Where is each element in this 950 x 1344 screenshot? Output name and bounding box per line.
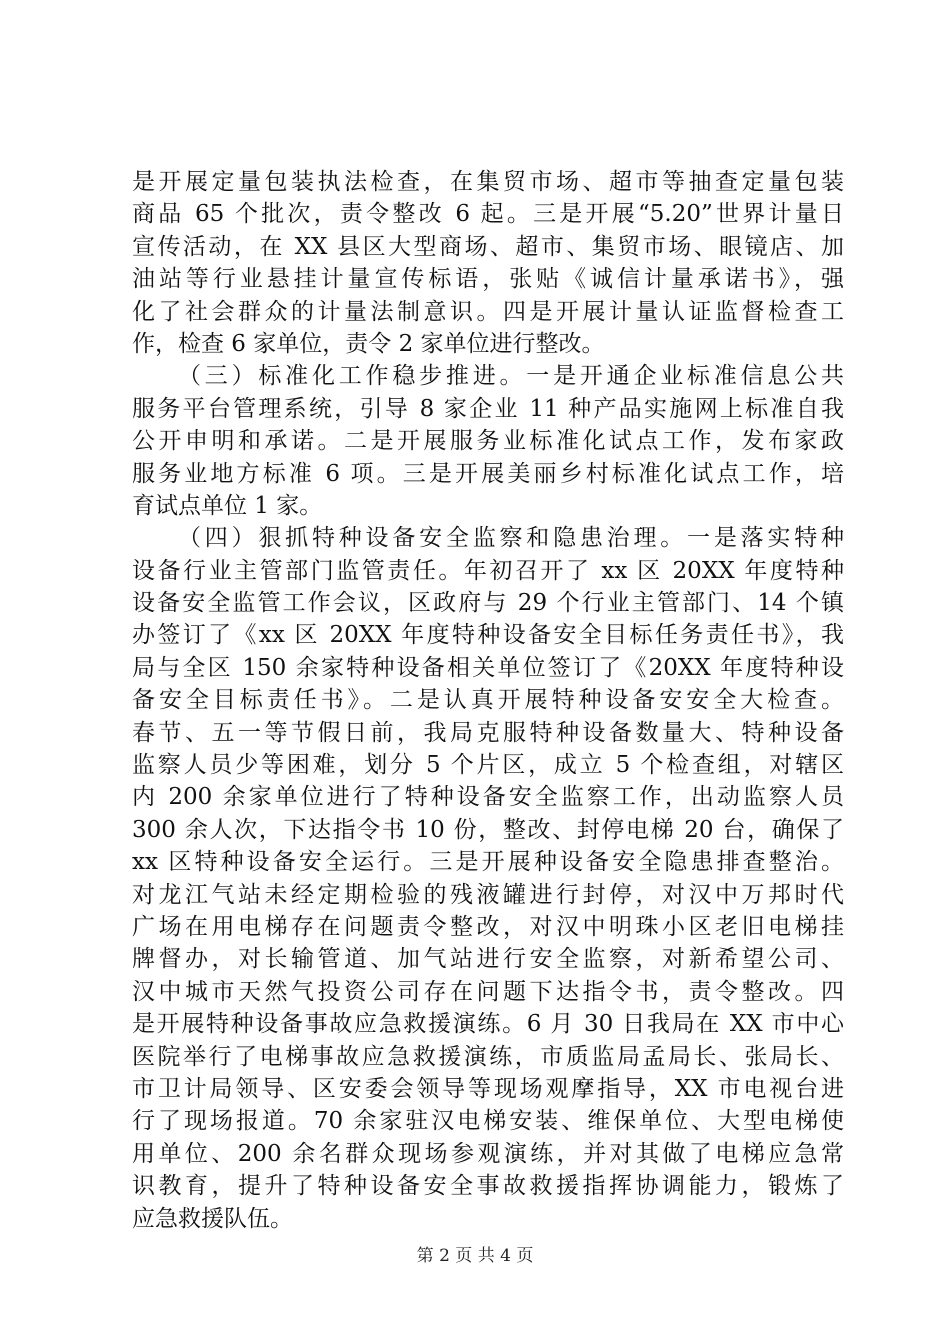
- text-line: 化了社会群众的计量法制意识。四是开展计量认证监督检查工: [132, 298, 844, 325]
- text-line: 办签订了《xx 区 20XX 年度特种设备安全目标任务责任书》，我: [132, 622, 844, 649]
- text-line: 对龙江气站未经定期检验的残液罐进行封停，对汉中万邦时代: [132, 881, 844, 908]
- paragraph: [132, 522, 844, 1235]
- text-line: 牌督办，对长输管道、加气站进行安全监察，对新希望公司、: [132, 946, 844, 973]
- text-line: 广场在用电梯存在问题责令整改，对汉中明珠小区老旧电梯挂: [132, 913, 844, 940]
- document-body: [132, 166, 844, 1235]
- text-line: 服务业地方标准 6 项。三是开展美丽乡村标准化试点工作，培: [132, 460, 844, 487]
- text-line: （四）狠抓特种设备安全监察和隐患治理。一是落实特种: [178, 525, 844, 552]
- text-line: xx 区特种设备安全运行。三是开展种设备安全隐患排查整治。: [132, 849, 844, 876]
- text-line: 行了现场报道。70 余家驻汉电梯安装、维保单位、大型电梯使: [132, 1108, 844, 1135]
- text-line: 应急救援队伍。: [132, 1205, 293, 1232]
- text-line: 备安全目标责任书》。二是认真开展特种设备安安全大检查。: [132, 687, 844, 714]
- paragraph: [132, 166, 844, 360]
- text-line: 300 余人次，下达指令书 10 份，整改、封停电梯 20 台，确保了: [132, 816, 844, 843]
- text-line: 局与全区 150 余家特种设备相关单位签订了《20XX 年度特种设: [132, 654, 844, 681]
- text-line: 育试点单位 1 家。: [132, 492, 323, 519]
- text-line: 识教育，提升了特种设备安全事故救援指挥协调能力，锻炼了: [132, 1173, 844, 1200]
- text-line: 市卫计局领导、区安委会领导等现场观摩指导，XX 市电视台进: [132, 1075, 844, 1102]
- text-line: 内 200 余家单位进行了特种设备安全监察工作，出动监察人员: [132, 784, 844, 811]
- text-line: 汉中城市天然气投资公司存在问题下达指令书，责令整改。四: [132, 978, 844, 1005]
- text-line: 油站等行业悬挂计量宣传标语，张贴《诚信计量承诺书》，强: [132, 266, 844, 293]
- text-line: （三）标准化工作稳步推进。一是开通企业标准信息公共: [178, 363, 844, 390]
- page-footer: 第 2 页 共 4 页: [416, 1246, 534, 1266]
- text-line: 用单位、200 余名群众现场参观演练，并对其做了电梯应急常: [132, 1140, 844, 1167]
- text-line: 设备行业主管部门监管责任。年初召开了 xx 区 20XX 年度特种: [132, 557, 844, 584]
- text-line: 宣传活动，在 XX 县区大型商场、超市、集贸市场、眼镜店、加: [132, 233, 844, 260]
- text-line: 设备安全监管工作会议，区政府与 29 个行业主管部门、14 个镇: [132, 590, 844, 617]
- text-line: 商品 65 个批次，责令整改 6 起。三是开展“5.20”世界计量日: [132, 201, 844, 228]
- text-line: 是开展定量包装执法检查，在集贸市场、超市等抽查定量包装: [132, 169, 844, 195]
- text-line: 服务平台管理系统，引导 8 家企业 11 种产品实施网上标准自我: [132, 395, 844, 422]
- text-line: 是开展特种设备事故应急救援演练。6 月 30 日我局在 XX 市中心: [132, 1011, 844, 1038]
- text-line: 医院举行了电梯事故应急救援演练，市质监局孟局长、张局长、: [132, 1043, 844, 1070]
- text-line: 监察人员少等困难，划分 5 个片区，成立 5 个检查组，对辖区: [132, 752, 844, 779]
- text-line: 作，检查 6 家单位，责令 2 家单位进行整改。: [132, 330, 605, 357]
- paragraph: [132, 360, 844, 522]
- text-line: 春节、五一等节假日前，我局克服特种设备数量大、特种设备: [132, 719, 844, 746]
- text-line: 公开申明和承诺。二是开展服务业标准化试点工作，发布家政: [132, 428, 844, 455]
